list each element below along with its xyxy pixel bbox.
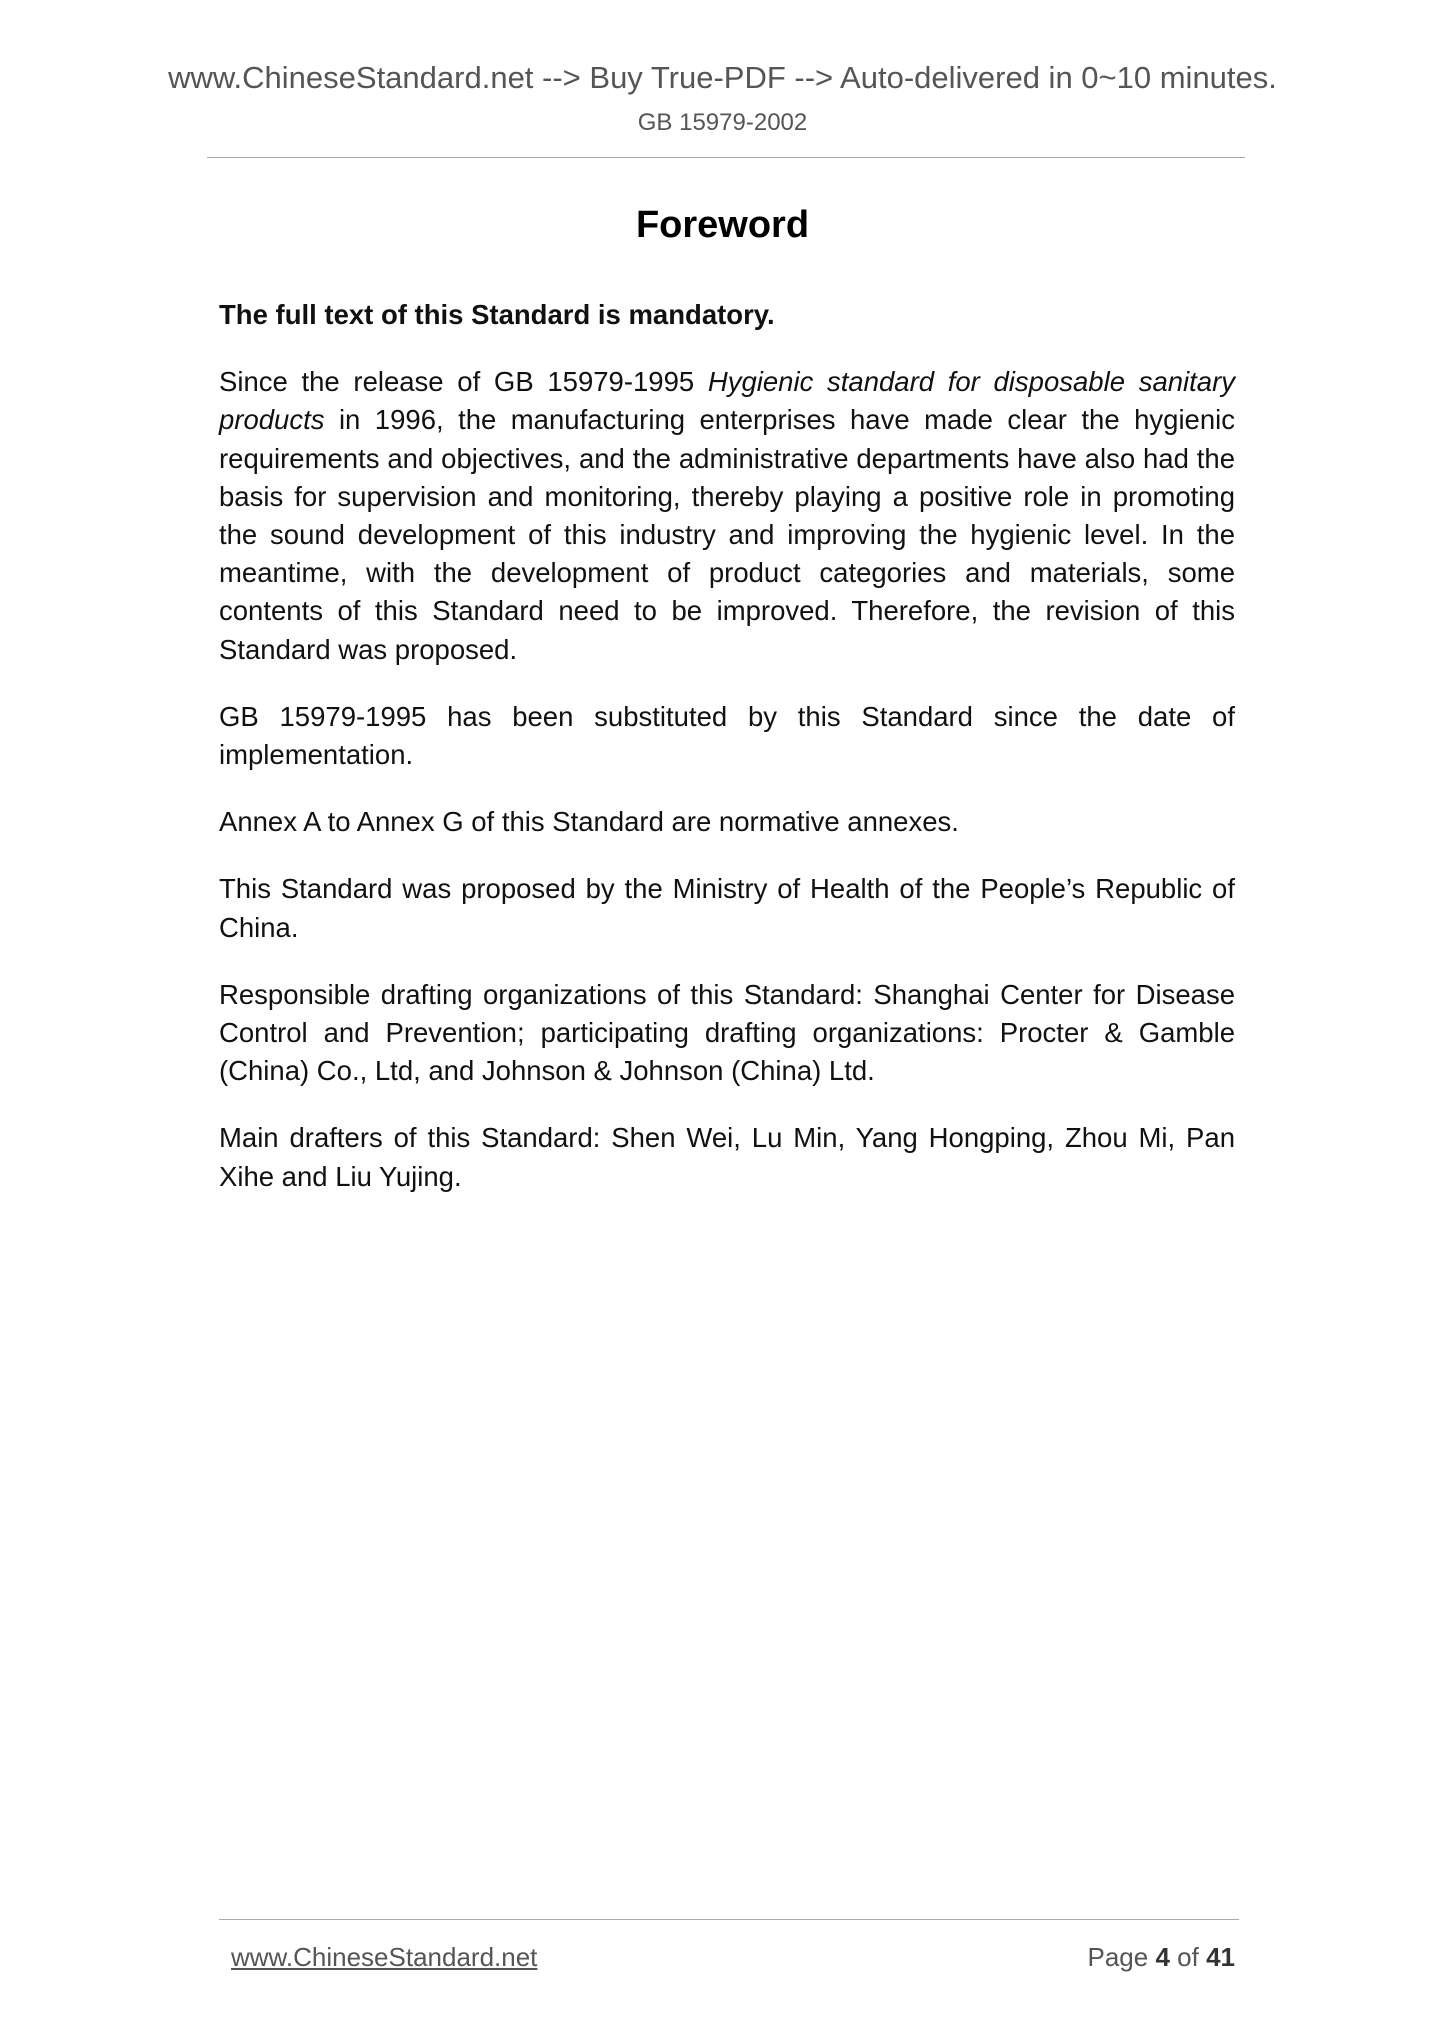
page-current: 4 [1155,1942,1170,1972]
page-label: Page [1087,1942,1149,1972]
page-title: Foreword [635,204,810,246]
header-banner: www.ChineseStandard.net --> Buy True-PDF --> Auto-delivered in 0~10 minutes. [168,60,1277,95]
page-of: of [1177,1942,1199,1972]
footer-divider [219,1919,1239,1920]
mandatory-statement: The full text of this Standard is mandatory. [219,299,775,330]
paragraph-rest: in 1996, the manufacturing enterprises have made clear the hygienic requirements and objectives, and the administrative departments have also had the basis for supervision and monitoring, thereby playing a positive role in promoting the sound development of this industry and improving the hygienic level. In the meantime, with the development of product categories and materials, some contents of this Standard need to be improved. Therefore, the revision of this Standard was proposed. [219,404,1235,665]
paragraph-drafters: Main drafters of this Standard: Shen Wei, Lu Min, Yang Hongping, Zhou Mi, Pan Xihe and Liu Yujing. [219,1122,1235,1192]
page-number [1087,1940,1235,1974]
paragraph-revision-background [219,363,1235,669]
paragraph-annexes: Annex A to Annex G of this Standard are normative annexes. [219,806,959,838]
footer-website-link[interactable]: www.ChineseStandard.net [231,1942,538,1972]
document-body [219,296,1235,1225]
paragraph-lead: Since the release of GB 15979-1995 [219,366,708,398]
paragraph-drafting-organizations: Responsible drafting organizations of this Standard: Shanghai Center for Disease Control and Prevention; participating drafting organizations: Procter & Gamble (China) Co., Ltd, and Johnson & Johnson (China) Ltd. [219,978,1235,1087]
page-total: 41 [1206,1942,1235,1972]
standard-title-italic: Hygienic standard for disposable sanitary products [219,366,1235,436]
paragraph-substitution: GB 15979-1995 has been substituted by this Standard since the date of implementation. [219,700,1235,771]
standard-code: GB 15979-2002 [637,109,808,136]
paragraph-proposer: This Standard was proposed by the Ministry of Health of the People’s Republic of China. [219,873,1235,943]
header-divider [207,157,1245,158]
